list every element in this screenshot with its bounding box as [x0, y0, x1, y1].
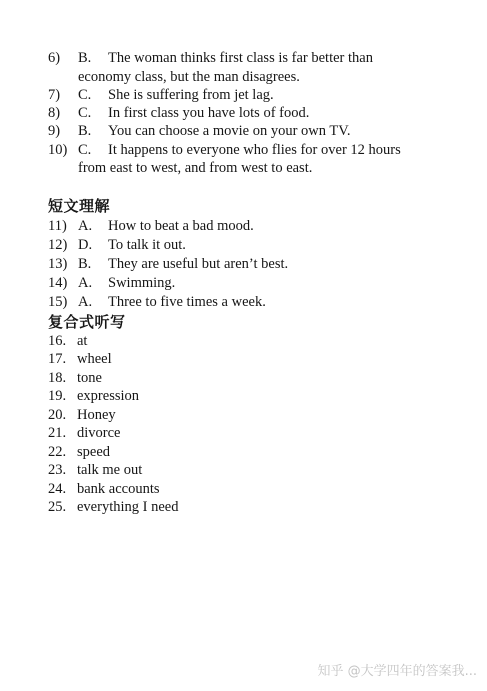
answer-text: It happens to everyone who flies for over 12 hours [108, 142, 401, 158]
answer-text: They are useful but aren’t best. [108, 256, 289, 272]
item-number: 8) [48, 105, 61, 121]
item-number: 18. [48, 370, 67, 386]
section-heading-short-passage: 短文理解 [48, 197, 111, 215]
answer-letter: C. [78, 142, 92, 158]
answer-text: In first class you have lots of food. [108, 105, 310, 121]
watermark: 知乎 @大学四年的答案我... [317, 664, 477, 679]
dictation-answer: talk me out [77, 462, 143, 478]
answer-letter: A. [78, 218, 93, 234]
answer-text: You can choose a movie on your own TV. [108, 123, 351, 139]
item-number: 13) [48, 256, 68, 272]
answer-letter: A. [78, 294, 93, 310]
item-number: 22. [48, 444, 67, 460]
item-number: 16. [48, 333, 67, 349]
item-number: 24. [48, 481, 67, 497]
section-heading-compound-dictation: 复合式听写 [48, 313, 126, 331]
answer-text: To talk it out. [108, 237, 186, 253]
answer-letter: B. [78, 123, 92, 139]
answer-text: Three to five times a week. [108, 294, 266, 310]
dictation-answer: wheel [77, 351, 112, 367]
dictation-answer: Honey [77, 407, 116, 423]
answer-letter: D. [78, 237, 93, 253]
dictation-answer: at [77, 333, 88, 349]
dictation-answer: divorce [77, 425, 121, 441]
item-number: 25. [48, 499, 67, 515]
dictation-answer: speed [77, 444, 111, 460]
item-number: 17. [48, 351, 67, 367]
answer-letter: B. [78, 50, 92, 66]
answer-text-continued: economy class, but the man disagrees. [78, 69, 300, 85]
answer-text: Swimming. [108, 275, 176, 291]
dictation-answer: expression [77, 388, 140, 404]
dictation-answer: bank accounts [77, 481, 160, 497]
item-number: 20. [48, 407, 67, 423]
answer-letter: C. [78, 87, 92, 103]
item-number: 19. [48, 388, 67, 404]
answer-text: She is suffering from jet lag. [108, 87, 274, 103]
item-number: 6) [48, 50, 61, 66]
answer-text-continued: from east to west, and from west to east. [78, 160, 313, 176]
item-number: 23. [48, 462, 67, 478]
item-number: 15) [48, 294, 68, 310]
dictation-answer: tone [77, 370, 102, 386]
item-number: 9) [48, 123, 61, 139]
dictation-answer: everything I need [77, 499, 179, 515]
item-number: 14) [48, 275, 68, 291]
item-number: 10) [48, 142, 68, 158]
item-number: 12) [48, 237, 68, 253]
answer-text: How to beat a bad mood. [108, 218, 254, 234]
answer-letter: B. [78, 256, 92, 272]
item-number: 11) [48, 218, 67, 234]
item-number: 7) [48, 87, 61, 103]
answer-letter: C. [78, 105, 92, 121]
answer-letter: A. [78, 275, 93, 291]
item-number: 21. [48, 425, 67, 441]
answer-text: The woman thinks first class is far better than [108, 50, 373, 66]
